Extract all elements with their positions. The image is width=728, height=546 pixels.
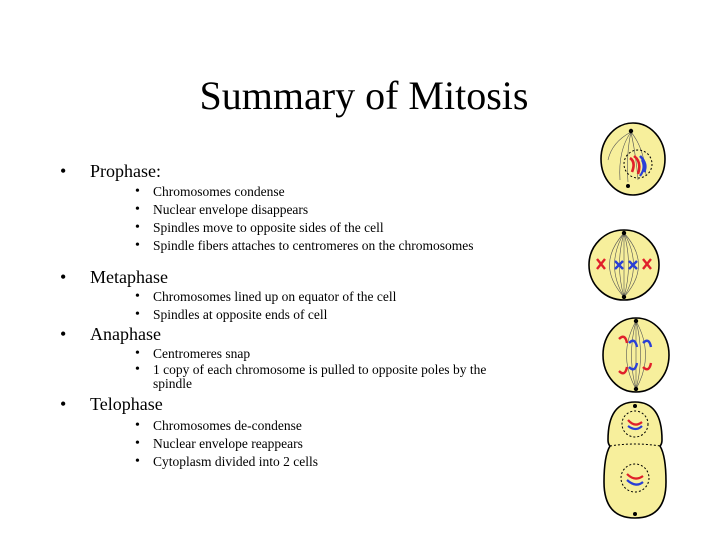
list-item: • Nuclear envelope reappears xyxy=(135,435,318,453)
metaphase-heading: • Metaphase xyxy=(60,266,396,288)
list-item: • Cytoplasm divided into 2 cells xyxy=(135,453,318,471)
prophase-heading: • Prophase: xyxy=(60,160,474,182)
telophase-heading: • Telophase xyxy=(60,393,318,415)
list-item: • Chromosomes lined up on equator of the cell xyxy=(135,288,396,306)
list-item: • Centromeres snap xyxy=(135,345,513,363)
metaphase-list xyxy=(60,288,396,324)
slide-title: Summary of Mitosis xyxy=(199,73,529,118)
list-item: • Chromosomes condense xyxy=(135,183,474,201)
list-item: • Chromosomes de-condense xyxy=(135,417,318,435)
prophase-list xyxy=(60,183,474,255)
list-item: • Spindle fibers attaches to centromeres on the chromosomes xyxy=(135,237,474,255)
list-item: • Nuclear envelope disappears xyxy=(135,201,474,219)
anaphase-cell-icon xyxy=(599,315,673,395)
list-item: • 1 copy of each chromosome is pulled to opposite poles by the spindle xyxy=(135,363,513,391)
telophase-section xyxy=(60,393,318,471)
anaphase-list xyxy=(60,345,513,391)
metaphase-section xyxy=(60,266,396,324)
list-item: • Spindles at opposite ends of cell xyxy=(135,306,396,324)
telophase-cells-icon xyxy=(600,398,670,522)
prophase-section xyxy=(60,160,474,255)
anaphase-heading: • Anaphase xyxy=(60,323,513,345)
telophase-list xyxy=(60,417,318,471)
list-item: • Spindles move to opposite sides of the cell xyxy=(135,219,474,237)
prophase-cell-icon xyxy=(598,120,668,198)
anaphase-section xyxy=(60,323,513,391)
metaphase-cell-icon xyxy=(585,227,663,303)
